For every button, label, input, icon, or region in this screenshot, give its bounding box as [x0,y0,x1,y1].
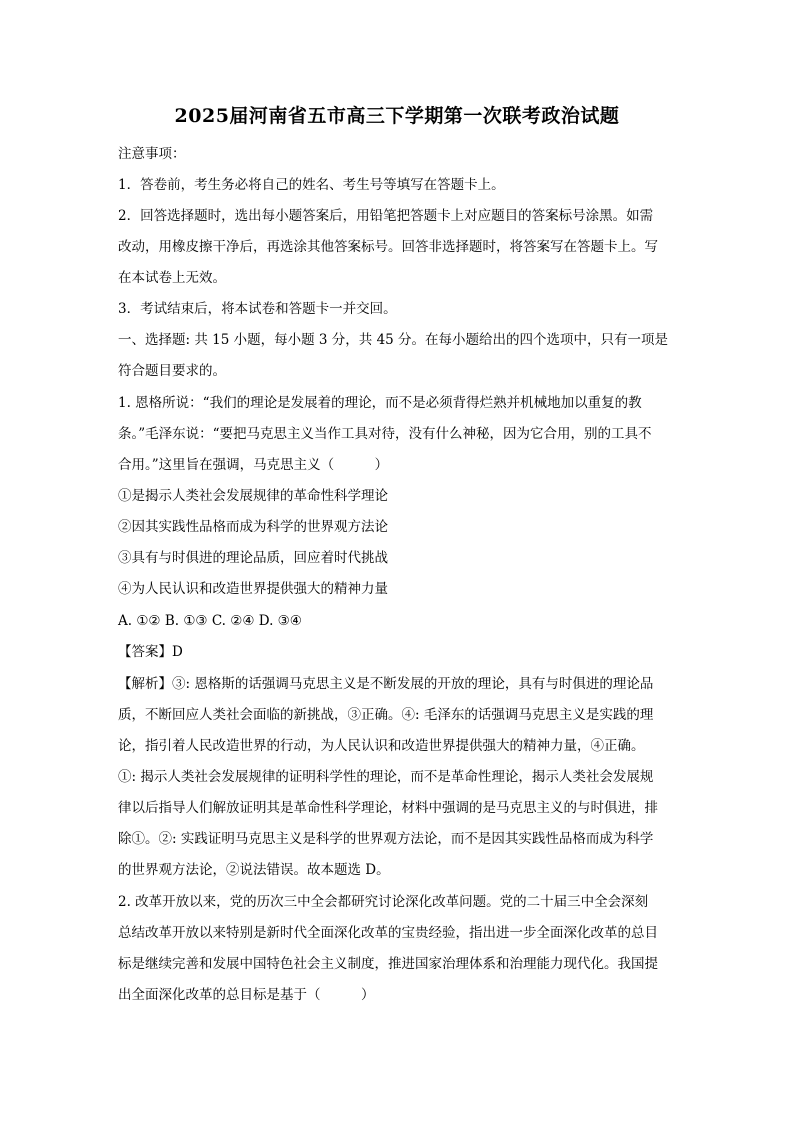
question-2-stem: 总结改革开放以来特别是新时代全面深化改革的宝贵经验，指出进一步全面深化改革的总目 [118,925,658,941]
question-2-stem: 2. 改革开放以来，党的历次三中全会都研究讨论深化改革问题。党的二十届三中全会深刻 [118,894,649,910]
question-1-analysis: 的世界观方法论，②说法错误。故本题选 D。 [118,862,390,878]
question-2-stem: 标是继续完善和发展中国特色社会主义制度，推进国家治理体系和治理能力现代化。我国提 [118,956,658,972]
section-heading: 一、选择题: 共 15 小题，每小题 3 分，共 45 分。在每小题给出的四个选项中，只有一项是 [118,332,669,348]
question-1-analysis: 【解析】③: 恩格斯的话强调马克思主义是不断发展的开放的理论，具有与时俱进的理论品 [118,676,654,692]
question-1-stem: 合用。”这里旨在强调，马克思主义（ ） [118,457,389,473]
question-1-analysis: 论，指引着人民改造世界的行动，为人民认识和改造世界提供强大的精神力量，④正确。 [118,738,645,754]
notice-line: 3．考试结束后，将本试卷和答题卡一并交回。 [118,301,397,317]
question-2-stem: 出全面深化改革的总目标是基于（ ） [118,987,375,1003]
question-1-analysis: 除①。②: 实践证明马克思主义是科学的世界观方法论，而不是因其实践性品格而成为科学 [118,831,654,847]
section-heading: 符合题目要求的。 [118,363,226,379]
notice-line: 在本试卷上无效。 [118,270,226,286]
question-1-analysis: ①: 揭示人类社会发展规律的证明科学性的理论，而不是革命性理论，揭示人类社会发展规 [118,769,654,785]
question-1-analysis: 质，不断回应人类社会面临的新挑战，③正确。④: 毛泽东的话强调马克思主义是实践的理 [118,707,654,723]
question-1-item: ③具有与时俱进的理论品质，回应着时代挑战 [118,550,388,566]
question-1-stem: 条。”毛泽东说：“要把马克思主义当作工具对待，没有什么神秘，因为它合用，别的工具不 [118,426,652,442]
question-1-answer: 【答案】D [118,644,183,660]
question-1-item: ②因其实践性品格而成为科学的世界观方法论 [118,519,388,535]
notice-line: 1．答卷前，考生务必将自己的姓名、考生号等填写在答题卡上。 [118,177,505,193]
question-1-item: ①是揭示人类社会发展规律的革命性科学理论 [118,488,388,504]
question-1-item: ④为人民认识和改造世界提供强大的精神力量 [118,581,388,597]
question-1-options: A. ①② B. ①③ C. ②④ D. ③④ [118,613,302,629]
question-1-analysis: 律以后指导人们解放证明其是革命性科学理论，材料中强调的是马克思主义的与时俱进，排 [118,800,658,816]
notice-line: 2．回答选择题时，选出每小题答案后，用铅笔把答题卡上对应题目的答案标号涂黑。如需 [118,208,654,224]
document-title: 2025届河南省五市高三下学期第一次联考政治试题 [174,105,620,127]
notice-heading: 注意事项： [118,146,186,162]
question-1-stem: 1. 恩格所说：“我们的理论是发展着的理论，而不是必须背得烂熟并机械地加以重复的教 [118,395,642,411]
notice-line: 改动，用橡皮擦干净后，再选涂其他答案标号。回答非选择题时，将答案写在答题卡上。写 [118,239,658,255]
